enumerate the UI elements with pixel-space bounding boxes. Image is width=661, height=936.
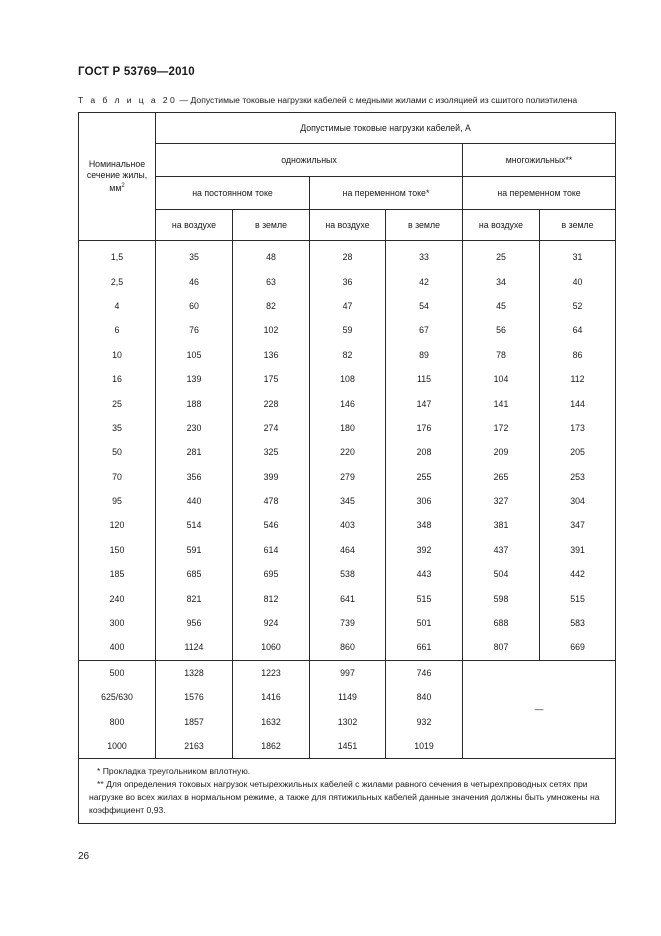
no-data-dash-cell: — xyxy=(463,660,616,759)
document-id: ГОСТ Р 53769—2010 xyxy=(78,66,195,78)
table-row xyxy=(79,318,616,342)
value-cell: 56 xyxy=(463,318,540,342)
value-cell: 144 xyxy=(540,391,616,415)
value-cell: 1632 xyxy=(233,709,310,733)
table-row xyxy=(79,513,616,537)
section-header-label: Номинальное сечение жилы, мм xyxy=(86,159,148,193)
value-cell: 230 xyxy=(156,416,233,440)
value-cell: 82 xyxy=(310,343,386,367)
table-row xyxy=(79,489,616,513)
value-cell: 515 xyxy=(386,586,463,610)
value-cell: 1576 xyxy=(156,685,233,709)
group-single-core: одножильных xyxy=(156,144,463,177)
table-body xyxy=(79,241,616,661)
section-cell: 70 xyxy=(79,465,156,489)
value-cell: 591 xyxy=(156,538,233,562)
table-row xyxy=(79,391,616,415)
col-ac-multi-air: на воздухе xyxy=(463,210,540,241)
value-cell: 440 xyxy=(156,489,233,513)
table-row xyxy=(79,440,616,464)
sub-dc-single: на постоянном токе xyxy=(156,177,310,210)
current-capacity-table-wrapper xyxy=(78,112,616,824)
value-cell: 688 xyxy=(463,611,540,635)
value-cell: 924 xyxy=(233,611,310,635)
footnote-2: ** Для определения токовых нагрузок четырехжильных кабелей с жилами равного сечения в четырехпроводных сетях при нагрузке во всех жилах в нормальном режиме, а также для пятижильных кабелей данные значения должны быть умножены на коэффициент 0,93. xyxy=(89,779,600,816)
value-cell: 253 xyxy=(540,465,616,489)
table-row xyxy=(79,367,616,391)
value-cell: 46 xyxy=(156,269,233,293)
value-cell: 746 xyxy=(386,660,463,685)
value-cell: 47 xyxy=(310,294,386,318)
section-cell: 4 xyxy=(79,294,156,318)
value-cell: 1302 xyxy=(310,709,386,733)
value-cell: 546 xyxy=(233,513,310,537)
value-cell: 208 xyxy=(386,440,463,464)
value-cell: 60 xyxy=(156,294,233,318)
value-cell: 104 xyxy=(463,367,540,391)
table-caption-text: — Допустимые токовые нагрузки кабелей с медными жилами с изоляцией из сшитого полиэтилена xyxy=(177,95,578,105)
value-cell: 695 xyxy=(233,562,310,586)
section-cell: 10 xyxy=(79,343,156,367)
value-cell: 403 xyxy=(310,513,386,537)
value-cell: 614 xyxy=(233,538,310,562)
group-multi-core: многожильных** xyxy=(463,144,616,177)
value-cell: 661 xyxy=(386,635,463,660)
section-cell: 1,5 xyxy=(79,241,156,270)
value-cell: 281 xyxy=(156,440,233,464)
value-cell: 304 xyxy=(540,489,616,513)
value-cell: 105 xyxy=(156,343,233,367)
section-cell: 25 xyxy=(79,391,156,415)
value-cell: 102 xyxy=(233,318,310,342)
value-cell: 399 xyxy=(233,465,310,489)
section-cell: 6 xyxy=(79,318,156,342)
value-cell: 115 xyxy=(386,367,463,391)
col-ac-single-air: на воздухе xyxy=(310,210,386,241)
value-cell: 147 xyxy=(386,391,463,415)
value-cell: 173 xyxy=(540,416,616,440)
value-cell: 228 xyxy=(233,391,310,415)
page-number: 26 xyxy=(78,851,90,862)
value-cell: 188 xyxy=(156,391,233,415)
value-cell: 82 xyxy=(233,294,310,318)
value-cell: 54 xyxy=(386,294,463,318)
section-cell: 185 xyxy=(79,562,156,586)
value-cell: 956 xyxy=(156,611,233,635)
value-cell: 35 xyxy=(156,241,233,270)
value-cell: 176 xyxy=(386,416,463,440)
value-cell: 1857 xyxy=(156,709,233,733)
value-cell: 146 xyxy=(310,391,386,415)
value-cell: 1416 xyxy=(233,685,310,709)
value-cell: 63 xyxy=(233,269,310,293)
value-cell: 1019 xyxy=(386,734,463,759)
value-cell: 136 xyxy=(233,343,310,367)
value-cell: 501 xyxy=(386,611,463,635)
value-cell: 64 xyxy=(540,318,616,342)
table-caption-label: Т а б л и ц а 20 xyxy=(78,95,178,105)
value-cell: 391 xyxy=(540,538,616,562)
col-ac-single-ground: в земле xyxy=(386,210,463,241)
value-cell: 443 xyxy=(386,562,463,586)
value-cell: 36 xyxy=(310,269,386,293)
value-cell: 1451 xyxy=(310,734,386,759)
section-cell: 16 xyxy=(79,367,156,391)
value-cell: 514 xyxy=(156,513,233,537)
section-cell: 500 xyxy=(79,660,156,685)
value-cell: 52 xyxy=(540,294,616,318)
value-cell: 306 xyxy=(386,489,463,513)
value-cell: 45 xyxy=(463,294,540,318)
table-row xyxy=(79,660,616,685)
value-cell: 327 xyxy=(463,489,540,513)
col-dc-air: на воздухе xyxy=(156,210,233,241)
value-cell: 1149 xyxy=(310,685,386,709)
table-row xyxy=(79,635,616,660)
value-cell: 641 xyxy=(310,586,386,610)
value-cell: 464 xyxy=(310,538,386,562)
section-cell: 95 xyxy=(79,489,156,513)
value-cell: 175 xyxy=(233,367,310,391)
value-cell: 669 xyxy=(540,635,616,660)
value-cell: 348 xyxy=(386,513,463,537)
value-cell: 1124 xyxy=(156,635,233,660)
value-cell: 48 xyxy=(233,241,310,270)
value-cell: 205 xyxy=(540,440,616,464)
value-cell: 739 xyxy=(310,611,386,635)
section-header-sup: 2 xyxy=(121,183,125,190)
value-cell: 42 xyxy=(386,269,463,293)
value-cell: 392 xyxy=(386,538,463,562)
value-cell: 1060 xyxy=(233,635,310,660)
value-cell: 812 xyxy=(233,586,310,610)
section-cell: 120 xyxy=(79,513,156,537)
section-cell: 800 xyxy=(79,709,156,733)
table-row xyxy=(79,416,616,440)
value-cell: 89 xyxy=(386,343,463,367)
value-cell: 180 xyxy=(310,416,386,440)
value-cell: 860 xyxy=(310,635,386,660)
value-cell: 67 xyxy=(386,318,463,342)
value-cell: 108 xyxy=(310,367,386,391)
value-cell: 255 xyxy=(386,465,463,489)
value-cell: 685 xyxy=(156,562,233,586)
value-cell: 840 xyxy=(386,685,463,709)
table-body-large-sections xyxy=(79,660,616,759)
value-cell: 28 xyxy=(310,241,386,270)
col-ac-multi-ground: в земле xyxy=(540,210,616,241)
section-cell: 50 xyxy=(79,440,156,464)
value-cell: 86 xyxy=(540,343,616,367)
value-cell: 33 xyxy=(386,241,463,270)
value-cell: 1223 xyxy=(233,660,310,685)
section-cell: 150 xyxy=(79,538,156,562)
notes-cell xyxy=(79,759,616,824)
section-cell: 300 xyxy=(79,611,156,635)
table-header xyxy=(79,113,616,241)
value-cell: 583 xyxy=(540,611,616,635)
value-cell: 265 xyxy=(463,465,540,489)
value-cell: 997 xyxy=(310,660,386,685)
value-cell: 220 xyxy=(310,440,386,464)
value-cell: 356 xyxy=(156,465,233,489)
value-cell: 59 xyxy=(310,318,386,342)
current-capacity-table xyxy=(78,112,616,824)
table-caption xyxy=(78,95,618,105)
value-cell: 347 xyxy=(540,513,616,537)
section-cell: 1000 xyxy=(79,734,156,759)
value-cell: 442 xyxy=(540,562,616,586)
section-header-cell xyxy=(79,113,156,241)
table-row xyxy=(79,611,616,635)
table-row xyxy=(79,269,616,293)
section-cell: 625/630 xyxy=(79,685,156,709)
value-cell: 279 xyxy=(310,465,386,489)
value-cell: 515 xyxy=(540,586,616,610)
table-row xyxy=(79,241,616,270)
table-row xyxy=(79,465,616,489)
value-cell: 78 xyxy=(463,343,540,367)
value-cell: 598 xyxy=(463,586,540,610)
value-cell: 40 xyxy=(540,269,616,293)
value-cell: 31 xyxy=(540,241,616,270)
value-cell: 538 xyxy=(310,562,386,586)
value-cell: 478 xyxy=(233,489,310,513)
value-cell: 141 xyxy=(463,391,540,415)
top-header-cell: Допустимые токовые нагрузки кабелей, А xyxy=(156,113,616,144)
value-cell: 1862 xyxy=(233,734,310,759)
section-cell: 2,5 xyxy=(79,269,156,293)
table-row xyxy=(79,538,616,562)
sub-ac-multi: на переменном токе xyxy=(463,177,616,210)
value-cell: 209 xyxy=(463,440,540,464)
value-cell: 274 xyxy=(233,416,310,440)
value-cell: 139 xyxy=(156,367,233,391)
value-cell: 172 xyxy=(463,416,540,440)
value-cell: 345 xyxy=(310,489,386,513)
sub-ac-single: на переменном токе* xyxy=(310,177,463,210)
table-row xyxy=(79,562,616,586)
value-cell: 381 xyxy=(463,513,540,537)
table-row xyxy=(79,294,616,318)
value-cell: 325 xyxy=(233,440,310,464)
footnote-1: * Прокладка треугольником вплотную. xyxy=(97,766,251,777)
section-cell: 240 xyxy=(79,586,156,610)
value-cell: 25 xyxy=(463,241,540,270)
table-notes xyxy=(79,759,616,824)
section-cell: 35 xyxy=(79,416,156,440)
value-cell: 807 xyxy=(463,635,540,660)
value-cell: 2163 xyxy=(156,734,233,759)
value-cell: 34 xyxy=(463,269,540,293)
value-cell: 504 xyxy=(463,562,540,586)
table-row xyxy=(79,343,616,367)
value-cell: 112 xyxy=(540,367,616,391)
value-cell: 76 xyxy=(156,318,233,342)
value-cell: 1328 xyxy=(156,660,233,685)
value-cell: 821 xyxy=(156,586,233,610)
section-cell: 400 xyxy=(79,635,156,660)
value-cell: 437 xyxy=(463,538,540,562)
col-dc-ground: в земле xyxy=(233,210,310,241)
value-cell: 932 xyxy=(386,709,463,733)
table-row xyxy=(79,586,616,610)
